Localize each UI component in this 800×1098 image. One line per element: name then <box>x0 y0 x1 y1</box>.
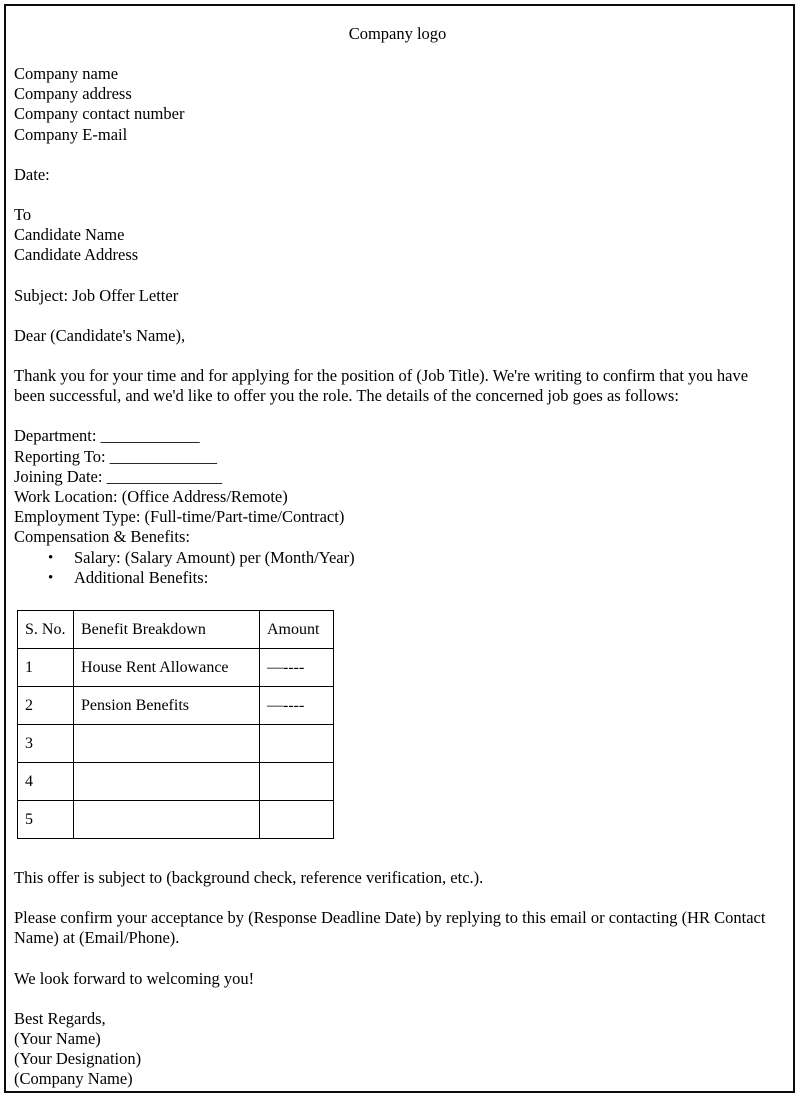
table-header-row <box>18 611 334 649</box>
compensation-bullet-list <box>14 548 785 588</box>
signature-company-name: (Company Name) <box>14 1069 133 1089</box>
signature-best-regards: Best Regards, <box>14 1008 106 1028</box>
table-row <box>18 649 334 687</box>
cell-serial-number: 2 <box>18 687 74 725</box>
spacer <box>14 185 785 205</box>
subject-line: Subject: Job Offer Letter <box>14 285 179 305</box>
spacer <box>14 306 785 326</box>
signature-your-designation: (Your Designation) <box>14 1049 142 1069</box>
spacer <box>14 989 785 1009</box>
intro-paragraph: Thank you for your time and for applying for the position of (Job Title). We're writing to confirm that you have been successful, and we'd like to offer you the role. The details of the concerned job goes as follows: <box>14 366 749 406</box>
list-item <box>14 548 785 568</box>
date-label: Date: <box>14 164 50 184</box>
bullet-point-icon: • <box>48 569 54 586</box>
cell-benefit-name[interactable] <box>74 763 260 801</box>
job-detail-department: Department: ____________ <box>14 426 200 446</box>
signature-block <box>14 1009 785 1090</box>
job-details-block <box>14 426 785 547</box>
cell-benefit-name[interactable] <box>74 801 260 839</box>
cell-serial-number: 5 <box>18 801 74 839</box>
table-row <box>18 763 334 801</box>
recipient-block <box>14 205 785 266</box>
recipient-to-label: To <box>14 205 32 225</box>
conditions-paragraph: This offer is subject to (background check, reference verification, etc.). <box>14 868 484 888</box>
cell-amount[interactable] <box>260 763 334 801</box>
job-detail-joining-date: Joining Date: ______________ <box>14 466 223 486</box>
cell-amount[interactable] <box>260 801 334 839</box>
cell-benefit-name: House Rent Allowance <box>74 649 260 687</box>
list-item <box>14 568 785 588</box>
spacer <box>14 44 785 64</box>
letterhead-company-name: Company name <box>14 64 119 83</box>
cell-amount: —---- <box>260 687 334 725</box>
cell-serial-number: 3 <box>18 725 74 763</box>
page-border-frame <box>4 4 795 1093</box>
letterhead-company-address: Company address <box>14 84 132 104</box>
table-row <box>18 801 334 839</box>
benefits-breakdown-table <box>17 610 334 839</box>
job-detail-compensation-benefits: Compensation & Benefits: <box>14 527 190 547</box>
company-logo-placeholder: Company logo <box>348 24 447 43</box>
spacer <box>14 949 785 969</box>
job-detail-work-location: Work Location: (Office Address/Remote) <box>14 487 288 507</box>
letterhead-block <box>14 64 785 145</box>
table-row <box>18 725 334 763</box>
spacer <box>14 406 785 426</box>
bullet-additional-benefits-text: Additional Benefits: <box>74 567 209 587</box>
cell-amount: —---- <box>260 649 334 687</box>
signature-your-name: (Your Name) <box>14 1029 101 1049</box>
confirmation-paragraph: Please confirm your acceptance by (Response Deadline Date) by replying to this email or contacting (HR Contact Name) at (Email/Phone). <box>14 908 766 948</box>
job-detail-employment-type: Employment Type: (Full-time/Part-time/Contract) <box>14 507 345 527</box>
recipient-candidate-address: Candidate Address <box>14 245 139 265</box>
column-header-benefit-breakdown: Benefit Breakdown <box>74 611 260 649</box>
spacer <box>14 145 785 165</box>
spacer <box>14 888 785 908</box>
spacer <box>14 266 785 286</box>
spacer <box>14 346 785 366</box>
benefits-table-container <box>17 610 785 839</box>
document-content <box>14 14 785 1087</box>
bullet-salary-text: Salary: (Salary Amount) per (Month/Year) <box>74 547 355 567</box>
cell-benefit-name: Pension Benefits <box>74 687 260 725</box>
bullet-point-icon: • <box>48 549 54 566</box>
job-detail-reporting-to: Reporting To: _____________ <box>14 446 217 466</box>
cell-serial-number: 1 <box>18 649 74 687</box>
letterhead-company-email: Company E-mail <box>14 124 128 144</box>
salutation: Dear (Candidate's Name), <box>14 325 186 345</box>
closing-section <box>14 868 785 1090</box>
cell-amount[interactable] <box>260 725 334 763</box>
closing-line: We look forward to welcoming you! <box>14 968 255 988</box>
cell-benefit-name[interactable] <box>74 725 260 763</box>
table-row <box>18 687 334 725</box>
column-header-amount: Amount <box>260 611 334 649</box>
column-header-serial-number: S. No. <box>18 611 74 649</box>
letterhead-company-contact-number: Company contact number <box>14 104 185 124</box>
cell-serial-number: 4 <box>18 763 74 801</box>
recipient-candidate-name: Candidate Name <box>14 225 125 245</box>
